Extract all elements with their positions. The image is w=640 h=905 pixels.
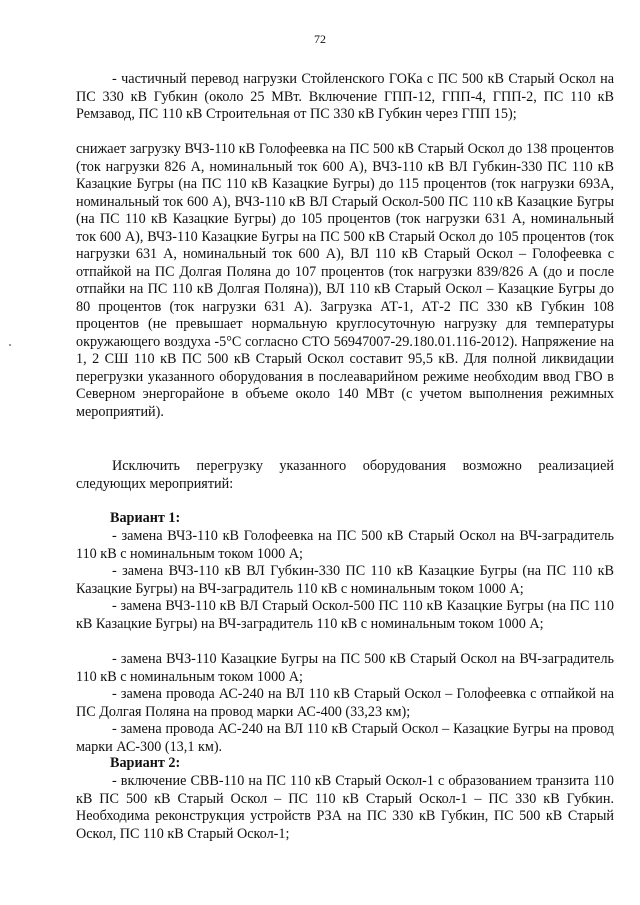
- variant-1-item: - замена провода АС-240 на ВЛ 110 кВ Старый Оскол – Казацкие Бугры на провод марки АС-300 (13,1 км).: [76, 721, 614, 755]
- paragraph-measures-intro: Исключить перегрузку указанного оборудования возможно реализацией следующих мероприятий:: [76, 458, 614, 492]
- variant-1-item: - замена ВЧЗ-110 кВ ВЛ Губкин-330 ПС 110 кВ Казацкие Бугры (на ПС 110 кВ Казацкие Бугры) на ВЧ-заградитель 110 кВ с номинальным током 1000 А;: [76, 563, 614, 597]
- bullet-load-transfer: - частичный перевод нагрузки Стойленского ГОКа с ПС 500 кВ Старый Оскол на ПС 330 кВ Губкин (около 25 МВт. Включение ГПП-12, ГПП-4, ГПП-2, ПС 110 кВ Ремзавод, ПС 110 кВ Строительная от ПС 330 кВ Губкин через ГПП 15);: [76, 71, 614, 122]
- variant-2-heading: Вариант 2:: [110, 755, 181, 771]
- scan-speck: [9, 344, 11, 346]
- variant-1-item: - замена ВЧЗ-110 кВ ВЛ Старый Оскол-500 ПС 110 кВ Казацкие Бугры (на ПС 110 кВ Казацкие Бугры) на ВЧ-заградитель 110 кВ с номинальным током 1000 А;: [76, 598, 614, 632]
- variant-1-heading: Вариант 1:: [110, 510, 181, 526]
- variant-2-item: - включение СВВ-110 на ПС 110 кВ Старый Оскол-1 с образованием транзита 110 кВ ПС 500 кВ Старый Оскол – ПС 110 кВ Старый Оскол-1 – ПС 330 кВ Губкин. Необходима реконструкция устройств РЗА на ПС 330 кВ Губкин, ПС 500 кВ Старый Оскол, ПС 110 кВ Старый Оскол-1;: [76, 773, 614, 842]
- variant-1-item: - замена провода АС-240 на ВЛ 110 кВ Старый Оскол – Голофеевка с отпайкой на ПС Долгая Поляна на провод марки АС-400 (33,23 км);: [76, 686, 614, 720]
- page-number: 72: [314, 32, 326, 46]
- paragraph-load-reduction: снижает загрузку ВЧЗ-110 кВ Голофеевка на ПС 500 кВ Старый Оскол до 138 процентов (ток нагрузки 826 А, номинальный ток 600 А), ВЧЗ-110 кВ ВЛ Губкин-330 ПС 110 кВ Казацкие Бугры (на ПС 110 кВ Казацкие Бугры) до 115 процентов (ток нагрузки 693А, номинальный ток 600 А), ВЧЗ-110 кВ ВЛ Старый Оскол-500 ПС 110 кВ Казацкие Бугры (на ПС 110 кВ Казацкие Бугры) до 105 процентов (ток нагрузки 631 А, номинальный ток 600 А), ВЧЗ-110 Казацкие Бугры на ПС 500 кВ Старый Оскол до 105 процентов (ток нагрузки 631 А, номинальный ток 600 А), ВЛ 110 кВ Старый Оскол – Голофеевка с отпайкой на ПС Долгая Поляна до 107 процентов (ток нагрузки 839/826 А (до и после отпайки на ПС 110 кВ Долгая Поляна)), ВЛ 110 кВ Старый Оскол – Казацкие Бугры до 80 процентов (ток нагрузки 631 А). Загрузка АТ-1, АТ-2 ПС 330 кВ Губкин 108 процентов (не превышает нормальную круглосуточную нагрузку для температуры окружающего воздуха -5°С согласно СТО 56947007-29.180.01.116-2012). Напряжение на 1, 2 СШ 110 кВ ПС 500 кВ Старый Оскол составит 95,5 кВ. Для полной ликвидации перегрузки указанного оборудования в послеаварийном режиме необходим ввод ГВО в Северном энергорайоне в объеме около 140 МВт (с учетом выполнения режимных мероприятий).: [76, 141, 614, 420]
- variant-1-item: - замена ВЧЗ-110 Казацкие Бугры на ПС 500 кВ Старый Оскол на ВЧ-заградитель 110 кВ с номинальным током 1000 А;: [76, 651, 614, 685]
- variant-1-item: - замена ВЧЗ-110 кВ Голофеевка на ПС 500 кВ Старый Оскол на ВЧ-заградитель 110 кВ с номинальным током 1000 А;: [76, 528, 614, 562]
